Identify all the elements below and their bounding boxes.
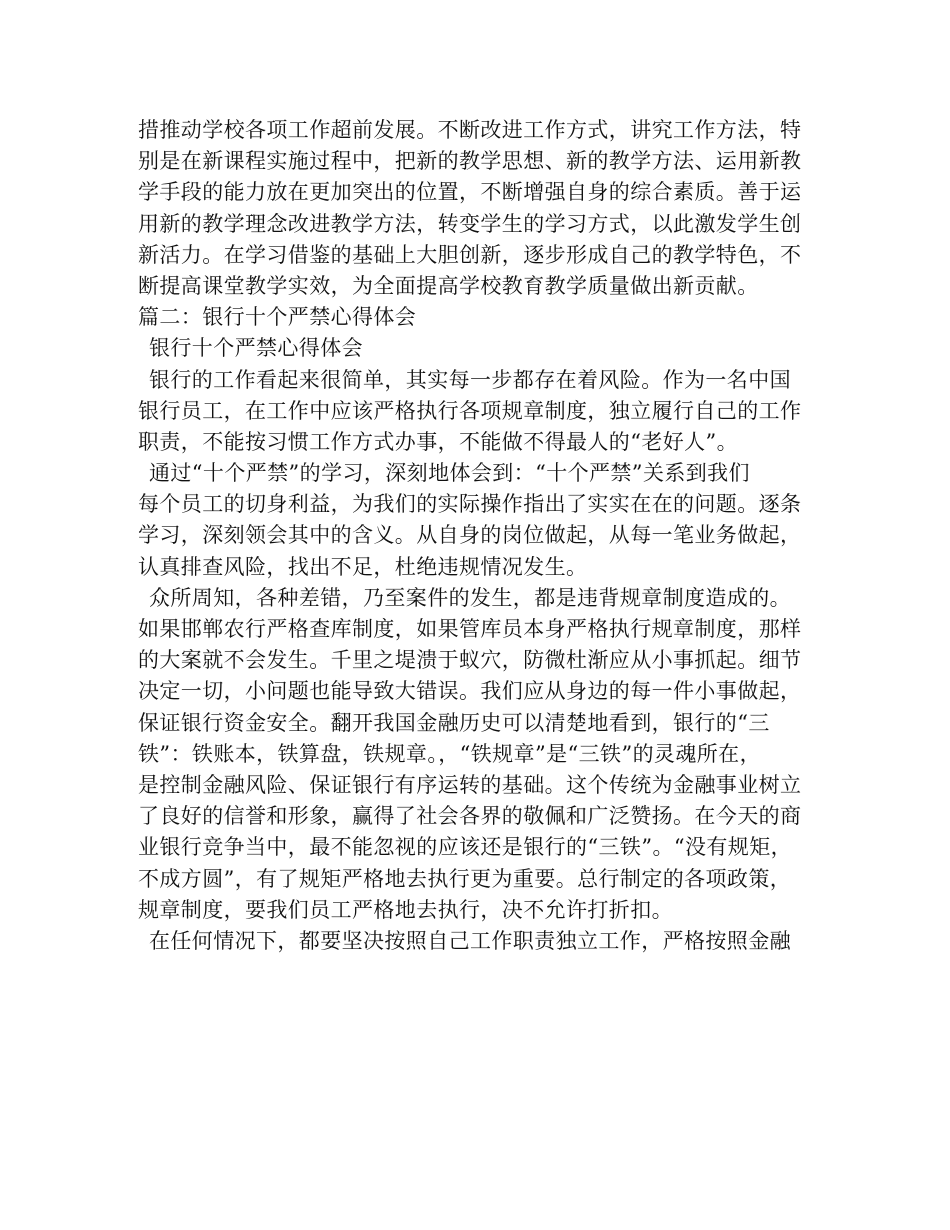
text-line: 银行的工作看起来很简单，其实每一步都存在着风险。作为一名中国	[149, 367, 791, 392]
text-line: 银行员工，在工作中应该严格执行各项规章制度，独立履行自己的工作	[138, 398, 802, 423]
text-line: 规章制度，要我们员工严格地去执行，决不允许打折扣。	[138, 897, 673, 922]
text-line: 铁”：铁账本，铁算盘，铁规章。，“铁规章”是“三铁”的灵魂所在，	[138, 741, 761, 766]
text-line: 断提高课堂教学实效，为全面提高学校教育教学质量做出新贡献。	[138, 273, 759, 298]
text-line: 业银行竞争当中，最不能忽视的应该还是银行的“三铁”。“没有规矩，	[138, 835, 793, 860]
text-line: 学手段的能力放在更加突出的位置，不断增强自身的综合素质。善于运	[138, 180, 802, 205]
text-line: 如果邯郸农行严格查库制度，如果管库员本身严格执行规章制度，那样	[138, 617, 802, 641]
text-line: 用新的教学理念改进教学方法，转变学生的学习方式，以此激发学生创	[138, 211, 802, 236]
text-line: 新活力。在学习借鉴的基础上大胆创新，逐步形成自己的教学特色，不	[138, 242, 802, 267]
text-line: 别是在新课程实施过程中，把新的教学思想、新的教学方法、运用新教	[138, 149, 802, 174]
text-line: 的大案就不会发生。千里之堤溃于蚁穴，防微杜渐应从小事抓起。细节	[138, 648, 802, 673]
text-line: 是控制金融风险、保证银行有序运转的基础。这个传统为金融事业树立	[138, 772, 802, 797]
text-line: 措推动学校各项工作超前发展。不断改进工作方式，讲究工作方法，特	[138, 118, 802, 142]
text-line: 认真排查风险，找出不足，杜绝违规情况发生。	[138, 554, 588, 579]
text-line: 不成方圆”，有了规矩严格地去执行更为重要。总行制定的各项政策，	[138, 866, 792, 891]
article-title: 银行十个严禁心得体会	[149, 336, 363, 361]
text-line: 职责，不能按习惯工作方式办事，不能做不得最人的“老好人”。	[138, 429, 739, 454]
text-line: 学习，深刻领会其中的含义。从自身的岗位做起，从每一笔业务做起，	[138, 523, 802, 548]
text-line: 在任何情况下，都要坚决按照自己工作职责独立工作，严格按照金融	[149, 928, 791, 953]
text-line: 众所周知，各种差错，乃至案件的发生，都是违背规章制度造成的。	[149, 585, 791, 610]
document-body	[138, 115, 828, 957]
text-line: 了良好的信誉和形象，赢得了社会各界的敬佩和广泛赞扬。在今天的商	[138, 804, 802, 829]
text-line: 每个员工的切身利益，为我们的实际操作指出了实实在在的问题。逐条	[138, 492, 802, 517]
section-heading: 篇二：银行十个严禁心得体会	[138, 305, 417, 330]
text-line: 通过“十个严禁”的学习，深刻地体会到：“十个严禁”关系到我们	[149, 461, 750, 486]
text-line: 决定一切，小问题也能导致大错误。我们应从身边的每一件小事做起，	[138, 679, 802, 704]
text-line: 保证银行资金安全。翻开我国金融历史可以清楚地看到，银行的“三	[138, 710, 770, 735]
